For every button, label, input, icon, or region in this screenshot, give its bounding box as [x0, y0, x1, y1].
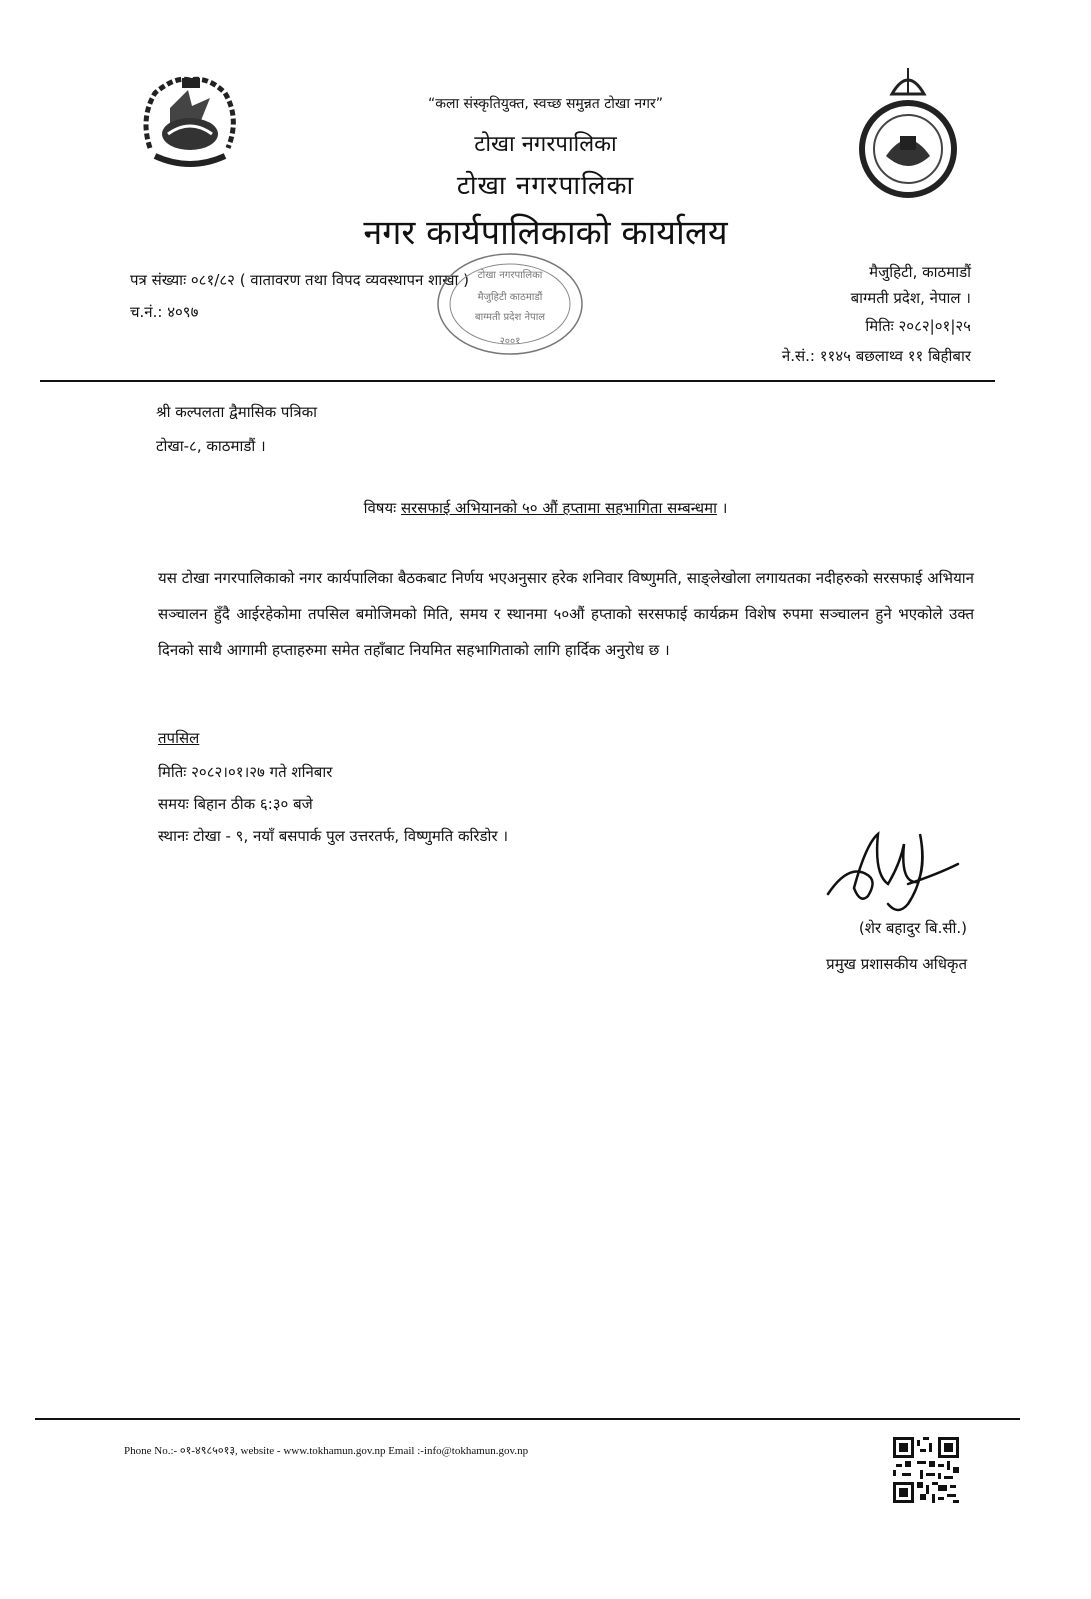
government-emblem-icon: [130, 68, 248, 178]
footer-divider: [35, 1418, 1020, 1420]
letter-number: पत्र संख्याः ०८१/८२ ( वातावरण तथा विपद व्यवस्थापन शाखा ): [130, 271, 469, 289]
stamp-line-1: टोखा नगरपालिका: [477, 270, 543, 281]
dispatch-number: च.नं.: ४०९७: [130, 303, 199, 321]
subject-label: विषयः: [363, 499, 397, 517]
municipality-motto: “कला संस्कृतियुक्त, स्वच्छ समुन्नत टोखा नगर”: [427, 96, 664, 112]
event-place: स्थानः टोखा - ९, नयाँ बसपार्क पुल उत्तरतर्फ, विष्णुमति करिडोर ।: [158, 827, 509, 845]
signatory-designation: प्रमुख प्रशासकीय अधिकृत: [826, 955, 967, 973]
stamp-line-4: २००१: [499, 336, 521, 347]
event-date: मितिः २०८२।०१।२७ गते शनिबार: [158, 763, 333, 781]
footer-contact: Phone No.:- ०१-४९८५०१३, website - www.tokhamun.gov.np Email :-info@tokhamun.gov.np: [124, 1445, 529, 1457]
header-divider: [40, 380, 995, 382]
qr-code-icon: [893, 1437, 959, 1503]
subject-end: ।: [721, 499, 728, 517]
address-line-1: मैजुहिटी, काठमाडौं: [869, 263, 971, 281]
office-name: नगर कार्यपालिकाको कार्यालय: [363, 213, 728, 253]
address-line-2: बाग्मती प्रदेश, नेपाल ।: [850, 289, 971, 307]
nepal-sambat-date: ने.सं.: ११४५ बछलाथ्व ११ बिहीबार: [781, 347, 971, 365]
subject-text: सरसफाई अभियानको ५० औं हप्तामा सहभागिता सम्बन्धमा: [400, 499, 717, 517]
stamp-line-2: मैजुहिटी काठमाडौं: [477, 292, 543, 303]
stamp-line-3: बाग्मती प्रदेश नेपाल: [474, 312, 546, 323]
letter-date: मितिः २०८२|०१|२५: [865, 317, 971, 335]
letter-body: यस टोखा नगरपालिकाको नगर कार्यपालिका बैठकबाट निर्णय भएअनुसार हरेक शनिवार विष्णुमति, साङ्लेखोला लगायतका नदीहरुको सरसफाई अभियान सञ्चालन हुँदै आईरहेकोमा तपसिल बमोजिमको मिति, समय र स्थानमा ५०औं हप्ताको सरसफाई कार्यक्रम विशेष रुपमा सञ्चालन हुने भएकोले उक्त दिनको साथै आगामी हप्ताहरुमा समेत तहाँबाट नियमित सहभागिताको लागि हार्दिक अनुरोध छ ।: [158, 569, 974, 659]
details-title: तपसिल: [158, 729, 200, 747]
municipality-name: टोखा नगरपालिका: [474, 132, 617, 157]
office-stamp-icon: [432, 248, 588, 360]
recipient-line-2: टोखा-८, काठमाडौं ।: [156, 437, 266, 455]
recipient-line-1: श्री कल्पलता द्वैमासिक पत्रिका: [156, 403, 318, 421]
subject-line: [0, 498, 1091, 518]
event-time: समयः बिहान ठीक ६:३० बजे: [158, 795, 313, 813]
signatory-name: (शेर बहादुर बि.सी.): [858, 919, 967, 937]
signature-icon: [808, 824, 968, 920]
municipality-name-script: टोखा नगरपालिका: [456, 171, 635, 201]
